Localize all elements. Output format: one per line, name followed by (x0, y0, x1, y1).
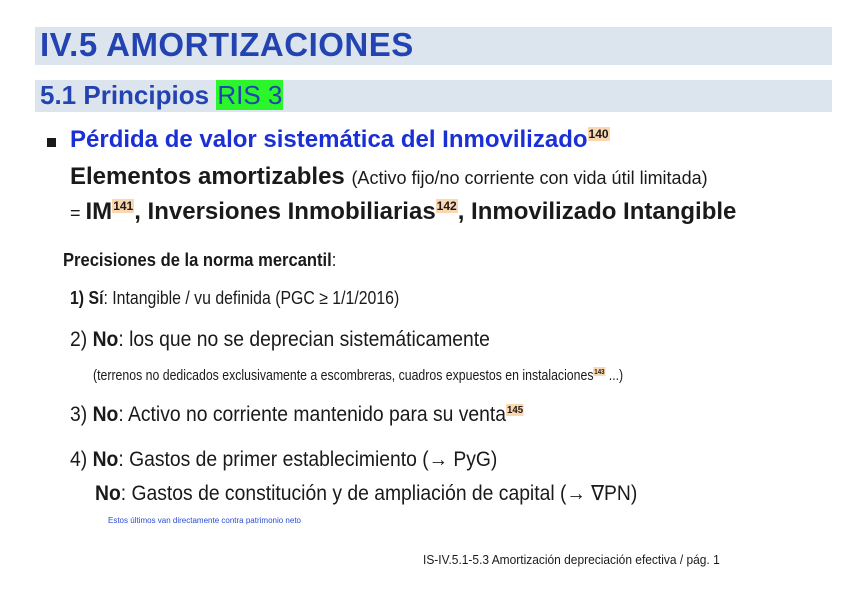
item-3 (70, 403, 524, 427)
item-number: 4) (70, 448, 88, 471)
subtitle-text: 5.1 Principios (40, 80, 210, 110)
section-subtitle (40, 80, 283, 111)
item-key: No (95, 482, 121, 505)
intangible-label: , Inmovilizado Intangible (457, 198, 737, 225)
ref-badge: 142 (436, 199, 457, 213)
ref-badge: 141 (113, 199, 134, 213)
equals-line (70, 198, 736, 226)
item-2-detail-text: (terrenos no dedicados exclusivamente a escombreras, cuadros expuestos en instalaciones (93, 367, 594, 384)
ref-badge: 140 (588, 127, 609, 141)
precisiones-label: Precisiones de la norma mercantil (63, 250, 332, 270)
item-key: Sí (88, 288, 104, 308)
item-text: : Gastos de constitución y de ampliación de capital (→ ∇PN) (120, 482, 638, 505)
footnote-note: Estos últimos van directamente contra patrimonio neto (108, 516, 301, 525)
inversiones-label: , Inversiones Inmobiliarias (134, 198, 436, 225)
bullet-square-icon (47, 138, 56, 147)
item-2-detail (93, 367, 623, 384)
item-2 (70, 328, 490, 352)
item-text: : los que no se deprecian sistemáticamente (118, 328, 490, 351)
item-text: : Activo no corriente mantenido para su venta (118, 403, 507, 426)
item-key: No (92, 448, 119, 471)
item-text: : Intangible / vu definida (PGC ≥ 1/1/2016) (103, 288, 400, 308)
item-4-second (95, 481, 637, 506)
item-text: : Gastos de primer establecimiento (→ PyG) (118, 448, 498, 471)
ref-badge: 143 (594, 367, 605, 376)
bullet-heading-text: Pérdida de valor sistemática del Inmovilizado (70, 126, 588, 153)
precisiones-colon: : (331, 250, 337, 270)
item-number: 1) (70, 288, 85, 308)
item-1 (70, 288, 399, 309)
item-number: 3) (70, 403, 88, 426)
item-2-detail-tail: ...) (605, 367, 624, 384)
item-key: No (92, 403, 119, 426)
amortizables-detail: (Activo fijo/no corriente con vida útil limitada) (351, 168, 708, 188)
ref-badge: 145 (506, 404, 524, 416)
item-number: 2) (70, 328, 88, 351)
amortizables-label: Elementos amortizables (70, 163, 345, 190)
item-4 (70, 448, 497, 472)
precisiones-heading (63, 250, 336, 271)
ris-tag: RIS 3 (217, 80, 283, 110)
item-key: No (92, 328, 119, 351)
bullet-heading (70, 126, 610, 154)
amortizables-line (70, 163, 708, 191)
equals-prefix: = (70, 203, 86, 223)
page-footer: IS-IV.5.1-5.3 Amortización depreciación efectiva / pág. 1 (423, 552, 720, 567)
im-label: IM (85, 198, 113, 225)
slide-title: IV.5 AMORTIZACIONES (40, 26, 414, 63)
